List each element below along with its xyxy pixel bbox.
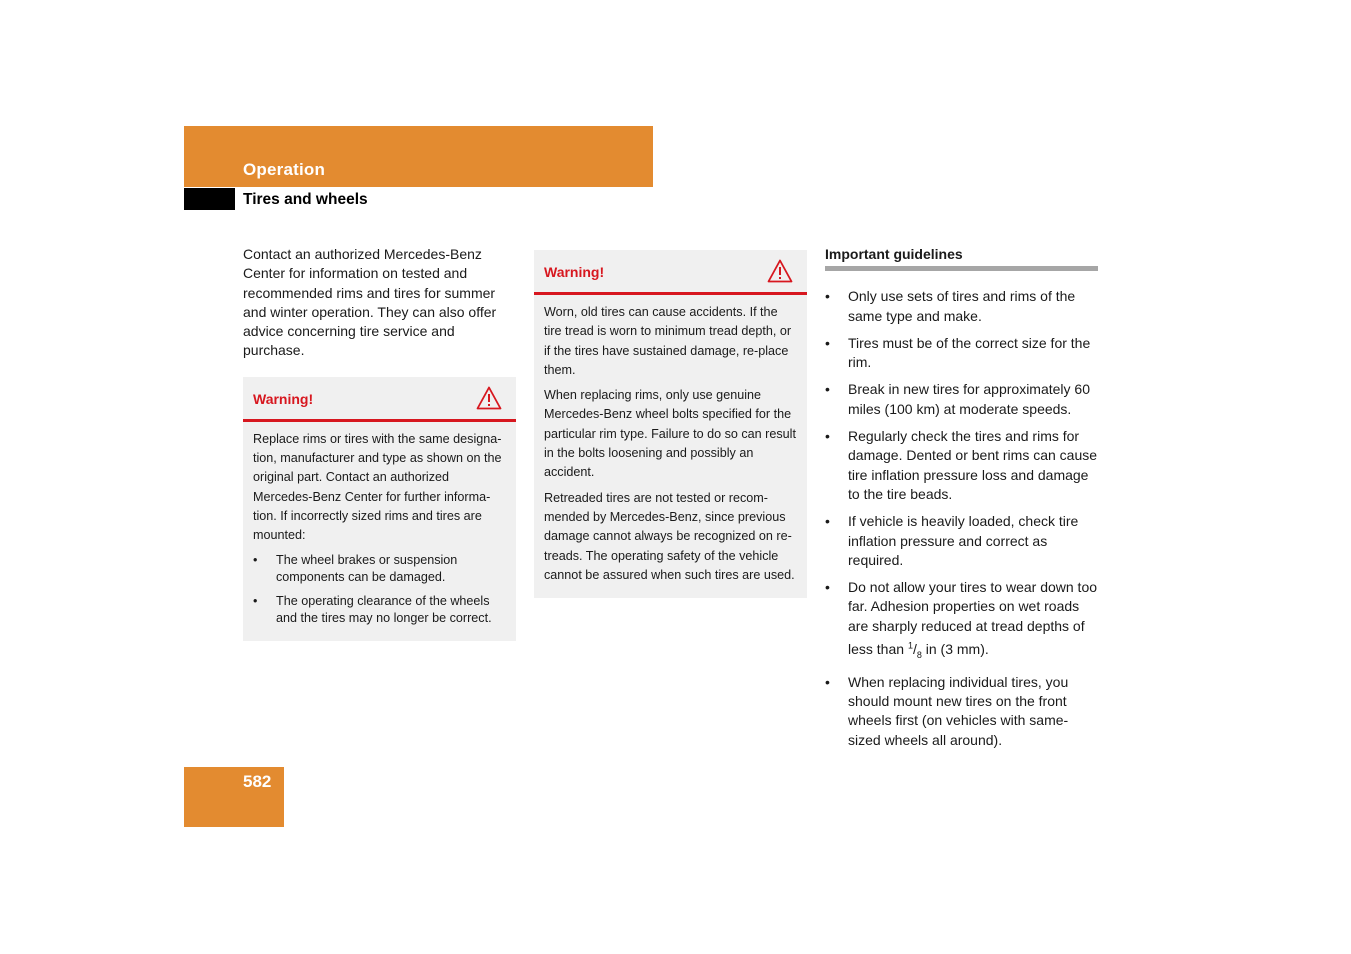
warning-label: Warning! xyxy=(253,390,314,407)
list-item-text: Break in new tires for approximately 60 miles (100 km) at moderate speeds. xyxy=(848,381,1090,417)
list-item xyxy=(825,380,1098,419)
list-item xyxy=(253,552,506,587)
intro-paragraph: Contact an authorized Mercedes-Benz Center for information on tested and recommended rims and tires for summer and winter operation. They can also offer advice concerning tire service and purchase. xyxy=(243,246,497,359)
list-item xyxy=(825,578,1098,665)
list-item-text: Regularly check the tires and rims for damage. Dented or bent rims can cause tire inflation pressure loss and damage to the tire beads. xyxy=(848,428,1098,502)
fraction-numerator: 1 xyxy=(907,640,913,651)
warning-label: Warning! xyxy=(544,264,605,280)
list-item xyxy=(825,334,1098,373)
bullet-icon: • xyxy=(825,334,830,351)
bullet-icon: • xyxy=(825,513,830,530)
middle-column xyxy=(534,250,807,598)
bullet-icon: • xyxy=(253,552,258,567)
warning-paragraph: Worn, old tires can cause accidents. If the tire tread is worn to minimum tread depth, or if the tires have sustained damage, re-place them. xyxy=(544,305,792,377)
left-column xyxy=(243,245,516,641)
warning-body xyxy=(243,422,516,628)
section-title: Operation xyxy=(243,160,326,179)
list-item-text: The operating clearance of the wheels and the tires may no longer be correct. xyxy=(276,593,492,626)
bullet-icon: • xyxy=(825,288,830,305)
warning-header xyxy=(243,377,516,422)
list-item xyxy=(825,287,1098,326)
bullet-icon: • xyxy=(825,381,830,398)
warning-triangle-icon xyxy=(476,386,502,410)
bullet-icon: • xyxy=(253,593,258,608)
warning-body xyxy=(534,295,807,585)
fraction-slash: / xyxy=(912,640,917,657)
list-item-text: The wheel brakes or suspension components can be damaged. xyxy=(276,552,458,585)
subsection-marker xyxy=(184,188,235,210)
bullet-icon: • xyxy=(825,428,830,445)
list-item xyxy=(253,593,506,628)
list-item-text: If vehicle is heavily loaded, check tire inflation pressure and correct as required. xyxy=(848,513,1079,568)
warning-paragraph: Replace rims or tires with the same designa-tion, manufacturer and type as shown on the original part. Contact an authorized Mercedes-Benz Center for further informa-tion. If incorrectly sized rims and tires are mounted: xyxy=(253,431,502,543)
warning-bullet-list xyxy=(253,552,506,628)
list-item xyxy=(825,427,1098,504)
list-item-text: When replacing individual tires, you should mount new tires on the front wheels first (on vehicles with same-sized wheels all around). xyxy=(848,673,1069,748)
tread-depth-text xyxy=(848,579,1098,660)
list-item xyxy=(825,512,1098,570)
guidelines-heading: Important guidelines xyxy=(825,245,1098,271)
warning-box-rims xyxy=(243,377,516,641)
warning-box-worn-tires xyxy=(534,250,807,598)
bullet-icon: • xyxy=(825,673,830,690)
bullet-icon: • xyxy=(825,579,830,596)
warning-header xyxy=(534,250,807,295)
list-item-text: Tires must be of the correct size for the rim. xyxy=(848,334,1091,371)
list-item xyxy=(825,673,1098,750)
subsection-title: Tires and wheels xyxy=(243,191,368,208)
guidelines-list xyxy=(825,287,1098,750)
warning-paragraph: When replacing rims, only use genuine Mercedes-Benz wheel bolts specified for the particular rim type. Failure to do so can result in the bolts loosening and possibly an accident. xyxy=(544,388,796,480)
warning-triangle-icon xyxy=(767,259,793,283)
fraction-denominator: 8 xyxy=(916,649,922,660)
warning-paragraph: Retreaded tires are not tested or recom-mended by Mercedes-Benz, since previous damage cannot always be recognized on re-treads. The operating safety of the vehicle cannot be assured when such tires are used. xyxy=(544,490,795,582)
list-item-text: Only use sets of tires and rims of the same type and make. xyxy=(848,288,1076,324)
list-item-text: in (3 mm). xyxy=(921,640,989,657)
right-column xyxy=(825,245,1098,758)
page-number: 582 xyxy=(243,772,272,791)
list-item-text: Do not allow your tires to wear down too far. Adhesion properties on wet roads are sharply reduced at tread depths of less than xyxy=(848,579,1098,657)
